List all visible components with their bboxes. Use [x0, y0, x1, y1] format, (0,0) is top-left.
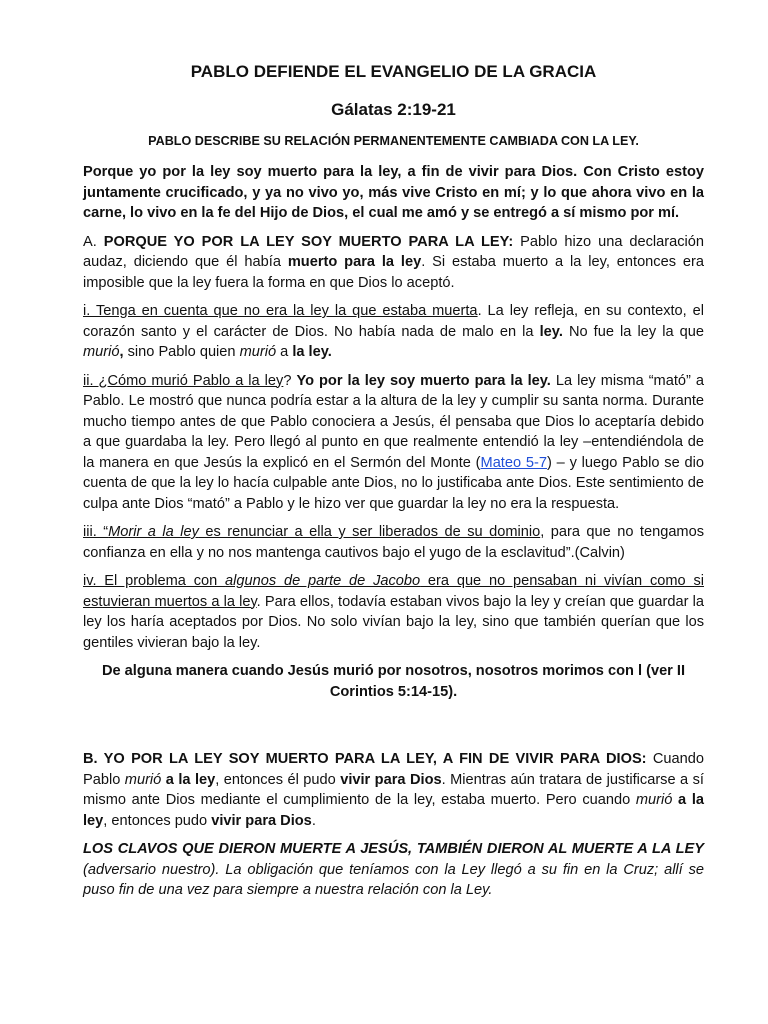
point-2-text-3: ) – y luego Pablo se dio cuenta de que la ley lo hacía culpable ante Dios, no lo justificaba ante Dios. Este sentimiento de culpa ante Dios “mató” a Pablo y le hizo ver que guardar la ley no era la respuesta.	[83, 454, 704, 512]
intro-verse-text: Porque yo por la ley soy muerto para la ley, a fin de vivir para Dios. Con Cristo estoy juntamente crucificado, y ya no vivo yo, más vive Cristo en mí; y lo que ahora vivo en la carne, lo vivo en la fe del Hijo de Dios, el cual me amó y se entregó a sí mismo por mí.	[83, 164, 704, 221]
section-b-heading: B. YO POR LA LEY SOY MUERTO PARA LA LEY, A FIN DE VIVIR PARA DIOS:	[83, 751, 647, 767]
section-b-paragraph	[83, 749, 704, 831]
point-3-lead-2: es renunciar a ella y ser liberados de su dominio	[198, 524, 541, 540]
section-spacer	[83, 702, 704, 749]
callout-statement: De alguna manera cuando Jesús murió por nosotros, nosotros morimos con l (ver II Corintios 5:14-15).	[101, 663, 686, 700]
section-b-bold-1: a la ley	[161, 771, 216, 788]
section-b-bold-2: vivir para Dios	[340, 771, 442, 788]
section-b-italic-1: murió	[124, 771, 162, 788]
section-b-bold-4: vivir para Dios	[211, 812, 312, 829]
final-italic-text: (adversario nuestro). La obligación que teníamos con la Ley llegó a su fin en la Cruz; allí se puso fin de una vez para siempre a nuestra relación con la Ley.	[83, 861, 704, 898]
point-1-text-2: No fue la ley la que	[562, 323, 704, 340]
mateo-link[interactable]: Mateo 5-7	[480, 454, 547, 471]
point-4-lead-1: iv. El problema con	[83, 573, 226, 589]
point-1-bold-1: ley.	[539, 323, 563, 340]
point-1-italic-1: murió	[83, 344, 120, 360]
section-b-text-3: . Mientras aún tratara de justificarse a sí mismo ante Dios mediante el cumplimiento de la ley, estaba muerto. Pero cuando	[83, 771, 704, 808]
point-2-text-2: La ley misma “mató” a Pablo. Le mostró que nunca podría estar a la altura de la ley y cumplir su santa norma. Durante mucho tiempo antes de que Pablo conociera a Jesús, él pensaba que Dios lo aceptaría debido a que guardaba la ley. Pero llegó al punto en que realmente entendió la ley –entendiéndola de la manera en que Jesús la explicó en el Sermón del Monte (	[83, 372, 704, 471]
final-bold-italic: LOS CLAVOS QUE DIERON MUERTE A JESÚS, TAMBIÉN DIERON AL MUERTE A LA LEY	[83, 841, 704, 857]
point-4-paragraph	[83, 571, 704, 653]
point-1-italic-2: murió	[239, 344, 277, 360]
document-subtitle: PABLO DESCRIBE SU RELACIÓN PERMANENTEMENTE CAMBIADA CON LA LEY.	[148, 134, 639, 148]
document-title: PABLO DEFIENDE EL EVANGELIO DE LA GRACIA	[190, 62, 597, 81]
section-b-text-4: , entonces pudo	[103, 812, 212, 829]
point-2-bold-1: Yo por la ley soy muerto para la ley.	[296, 372, 551, 389]
section-a-text-2: . Si estaba muerto a la ley, entonces era imposible que la ley fuera la forma en que Dios lo aceptó.	[83, 254, 704, 291]
point-3-text-1: , para que no tengamos confianza en ella y no nos mantenga cautivos bajo el yugo de la esclavitud”.(Calvin)	[83, 524, 705, 561]
point-3-lead-1: iii. “	[83, 524, 109, 540]
section-a-prefix: A.	[83, 233, 104, 250]
point-1-text-1: . La ley refleja, en su contexto, el corazón santo y el carácter de Dios. No había nada de malo en la	[83, 303, 704, 340]
section-b-text-1: Cuando Pablo	[83, 751, 704, 788]
final-paragraph	[83, 839, 704, 901]
section-a-bold-1: muerto para la ley	[287, 254, 422, 270]
point-1-bold-3: la ley.	[292, 344, 332, 360]
point-3-paragraph	[83, 522, 704, 563]
section-a-paragraph	[83, 232, 704, 294]
scripture-reference: Gálatas 2:19-21	[331, 100, 456, 119]
point-4-lead-italic: algunos de parte de Jacobo	[225, 573, 421, 589]
point-3-lead-italic: Morir a la ley	[108, 524, 199, 540]
intro-verse	[83, 162, 704, 224]
point-1-text-4: a	[276, 344, 293, 360]
point-2-lead: ii. ¿Cómo murió Pablo a la ley	[83, 372, 284, 389]
section-a-text-1: Pablo hizo una declaración audaz, diciendo que él había	[83, 233, 705, 270]
point-1-text-3: sino Pablo quien	[123, 344, 240, 360]
point-2-paragraph	[83, 371, 704, 515]
point-4-text-1: . Para ellos, todavía estaban vivos bajo la ley y creían que guardar la ley los haría aceptados por Dios. No solo vivían bajo la ley, sino que también querían que los gentiles vivieran bajo la ley.	[83, 593, 704, 651]
point-1-paragraph	[83, 301, 704, 363]
section-b-text-2: , entonces él pudo	[215, 771, 341, 788]
section-b-bold-3: a la ley	[83, 792, 705, 829]
point-2-text-1: ?	[283, 372, 297, 389]
section-b-text-5: .	[311, 812, 316, 829]
point-1-bold-2: ,	[119, 344, 124, 360]
section-a-heading: PORQUE YO POR LA LEY SOY MUERTO PARA LA LEY:	[103, 233, 514, 250]
point-1-lead: i. Tenga en cuenta que no era la ley la que estaba muerta	[83, 303, 478, 319]
point-4-lead-2: era que no pensaban ni vivían como si estuvieran muertos a la ley	[83, 573, 704, 610]
section-b-italic-2: murió	[635, 792, 673, 808]
